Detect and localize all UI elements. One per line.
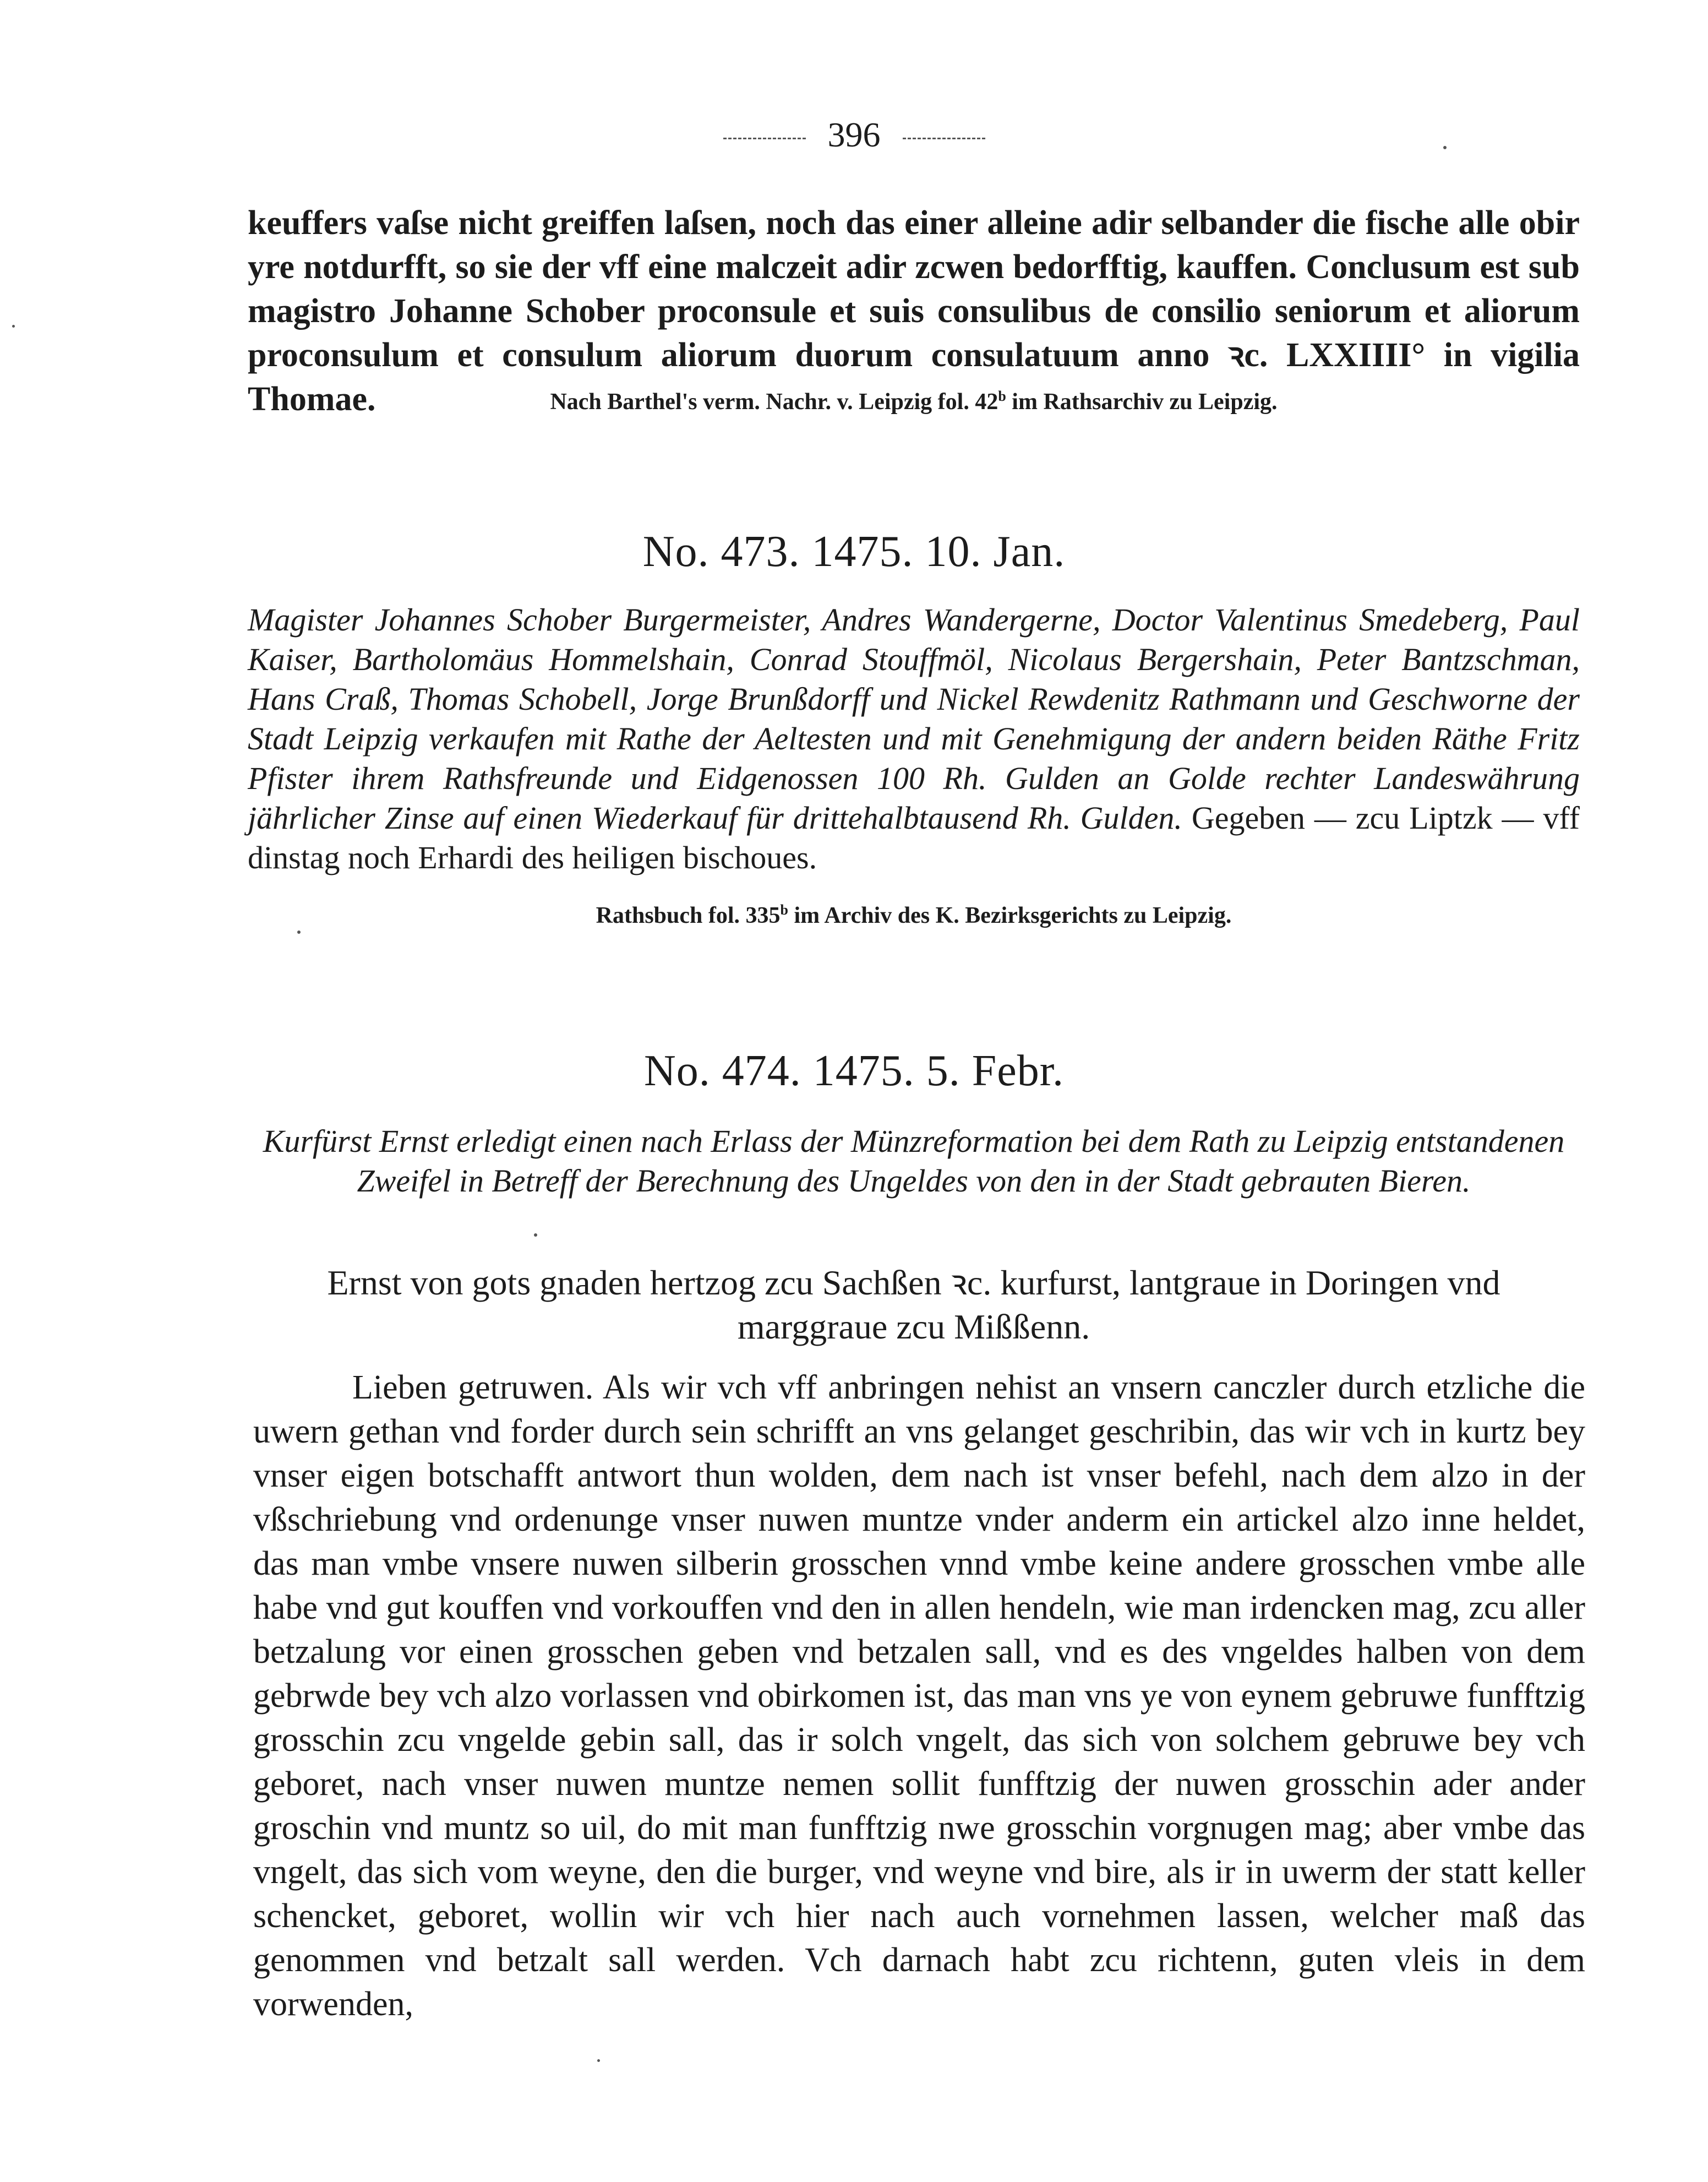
doc-473-source-note	[248, 895, 1580, 931]
print-speck	[297, 931, 301, 934]
doc-474-body: Lieben getruwen. Als wir vch vff anbringen nehist an vnsern canczler durch etzliche die uwern gethan vnd forder durch sein schrifft an vns gelanget geschribin, das wir vch in kurtz bey vnser eigen botschafft antwort thun wolden, dem nach ist vnser befehl, nach dem alzo in der vßschriebung vnd ordenunge vnser nuwen muntze vnder anderm ein artickel alzo inne heldet, das man vmbe vnsere nuwen silberin grosschen vnnd vmbe keine andere grosschen vmbe alle habe vnd gut kouffen vnd vorkouffen vnd den in allen hendeln, wie man irdencken mag, zcu aller betzalung vor einen grosschen geben vnd betzalen sall, vnd es des vngeldes halben von dem gebrwde bey vch alzo vorlassen vnd obirkomen ist, das man vns ye von eynem gebruwe funfftzig grosschin zcu vngelde gebin sall, das ir solch vngelt, das sich von solchem gebruwe bey vch geboret, nach vnser nuwen muntze nemen sollit funfftzig der nuwen grosschin ader ander groschin vnd muntz so uil, do mit man funfftzig nwe grosschin vorgnugen mag; aber vmbe das vngelt, das sich vom weyne, den die burger, vnd weyne vnd bire, als ir in uwerm der statt keller schencket, geboret, wollin wir vch hier nach auch vornehmen lassen, welcher maß das genommen vnd betzalt sall werden. Vch darnach habt zcu richtenn, guten vleis in dem vorwenden,	[253, 1369, 1585, 2023]
page-header	[0, 113, 1708, 157]
doc-473-source-text: Rathsbuch fol. 335	[596, 903, 781, 928]
continuation-source-text: Nach Barthel's verm. Nachr. v. Leipzig fol. 42	[550, 389, 998, 415]
doc-473-regest	[248, 600, 1580, 878]
continuation-source-note	[248, 381, 1580, 417]
doc-473-source-folio-side: b	[780, 902, 789, 918]
doc-474-regest: Kurfürst Ernst erledigt einen nach Erlass der Münzreformation bei dem Rath zu Leipzig entstandenen Zweifel in Betreff der Berechnung des Ungeldes von den in der Stadt gebrauten Bieren.	[263, 1123, 1565, 1199]
doc-473-regest-text: Magister Johannes Schober Burgermeister, Andres Wandergerne, Doctor Valentinus Smedeberg, Paul Kaiser, Bartholomäus Hommelshain, Conrad Stouffmöl, Nicolaus Bergershain, Peter Bantzschman, Hans Craß, Thomas Schobell, Jorge Brunßdorff und Nickel Rewdenitz Rathmann und Geschworne der Stadt Leipzig verkaufen mit Rathe der Aeltesten und mit Genehmigung der andern beiden Räthe Fritz Pfister ihrem Rathsfreunde und Eidgenossen 100 Rh. Gulden an Golde rechter Landeswährung jährlicher Zinse auf einen Wiederkauf für drittehalbtausend Rh. Gulden.	[248, 602, 1580, 836]
continuation-source-archive: im Rathsarchiv zu Leipzig.	[1006, 389, 1278, 415]
page-number: 396	[827, 115, 881, 154]
doc-473-heading: No. 473. 1475. 10. Jan.	[642, 527, 1066, 576]
doc-473-dating: Gegeben — zcu Liptzk — vff dinstag noch Erhardi des heiligen bischoues.	[248, 800, 1580, 875]
header-rule-left	[723, 138, 806, 139]
print-speck	[534, 1233, 537, 1237]
print-speck	[597, 2059, 600, 2062]
continuation-text: keuffers vaſse nicht greiffen laſsen, noch das einer alleine adir selbander die fische alle obir yre notdurfft, so sie der vff eine malczeit adir zcwen bedorfftig, kauffen. Conclusum est sub magistro Johanne Schober proconsule et suis consulibus de consilio seniorum et aliorum proconsulum et consulum aliorum duorum consulatuum anno ꝛc. LXXIIII° in vigilia Thomae.	[248, 204, 1580, 418]
print-speck	[1443, 146, 1447, 149]
continuation-source-folio-side: b	[998, 388, 1006, 404]
doc-473-source-archive: im Archiv des K. Bezirksgerichts zu Leipzig.	[788, 903, 1232, 928]
doc-474-opening: Ernst von gots gnaden hertzog zcu Sachßen ꝛc. kurfurst, lantgraue in Doringen vnd marggraue zcu Mißßenn.	[327, 1263, 1500, 1346]
doc-474-heading: No. 474. 1475. 5. Febr.	[644, 1047, 1064, 1095]
print-speck	[12, 325, 15, 328]
header-rule-right	[903, 138, 985, 139]
